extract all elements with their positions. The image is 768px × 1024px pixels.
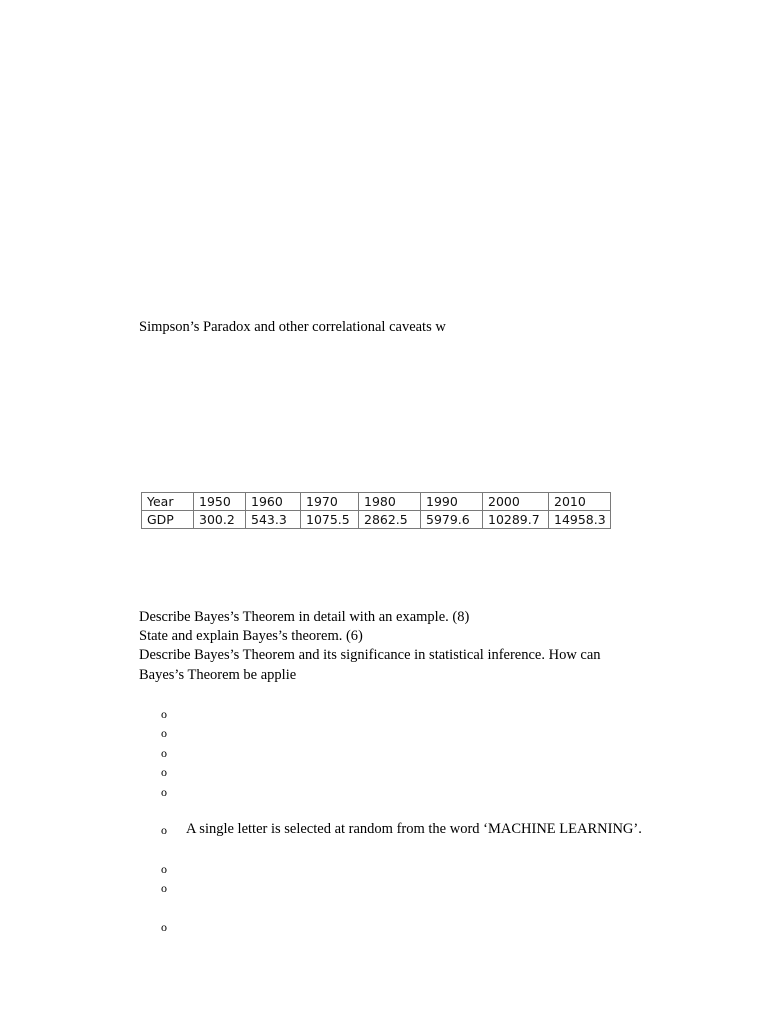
table-cell: GDP xyxy=(142,511,194,529)
table-cell: Year xyxy=(142,493,194,511)
table-cell: 1075.5 xyxy=(301,511,359,529)
bullet-marker: o xyxy=(161,707,167,721)
bullet-marker: o xyxy=(161,862,167,876)
bullet-marker: o xyxy=(161,920,167,934)
bullet-marker: o xyxy=(161,785,167,799)
table-cell: 300.2 xyxy=(194,511,246,529)
question-line: Bayes’s Theorem be applie xyxy=(139,667,297,683)
table-cell: 1970 xyxy=(301,493,359,511)
bullet-marker: o xyxy=(161,765,167,779)
question-line: Describe Bayes’s Theorem in detail with an example. (8) xyxy=(139,609,470,625)
table-cell: 2000 xyxy=(483,493,549,511)
gdp-table-grid xyxy=(141,492,611,529)
table-cell: 543.3 xyxy=(246,511,301,529)
bullet-marker: o xyxy=(161,881,167,895)
bullet-item-text: A single letter is selected at random from the word ‘MACHINE LEARNING’. xyxy=(186,821,642,837)
table-cell: 2862.5 xyxy=(359,511,421,529)
table-cell: 10289.7 xyxy=(483,511,549,529)
question-line: State and explain Bayes’s theorem. (6) xyxy=(139,628,363,644)
table-cell: 1990 xyxy=(421,493,483,511)
table-row-year xyxy=(142,493,611,511)
bullet-marker: o xyxy=(161,726,167,740)
table-cell: 1950 xyxy=(194,493,246,511)
table-cell: 5979.6 xyxy=(421,511,483,529)
table-cell: 14958.3 xyxy=(549,511,611,529)
simpson-heading: Simpson’s Paradox and other correlational caveats w xyxy=(139,319,446,335)
table-row-gdp xyxy=(142,511,611,529)
table-cell: 2010 xyxy=(549,493,611,511)
question-line: Describe Bayes’s Theorem and its significance in statistical inference. How can xyxy=(139,647,601,663)
table-cell: 1960 xyxy=(246,493,301,511)
gdp-table xyxy=(141,492,611,529)
bullet-marker: o xyxy=(161,823,167,837)
table-cell: 1980 xyxy=(359,493,421,511)
bullet-marker: o xyxy=(161,746,167,760)
